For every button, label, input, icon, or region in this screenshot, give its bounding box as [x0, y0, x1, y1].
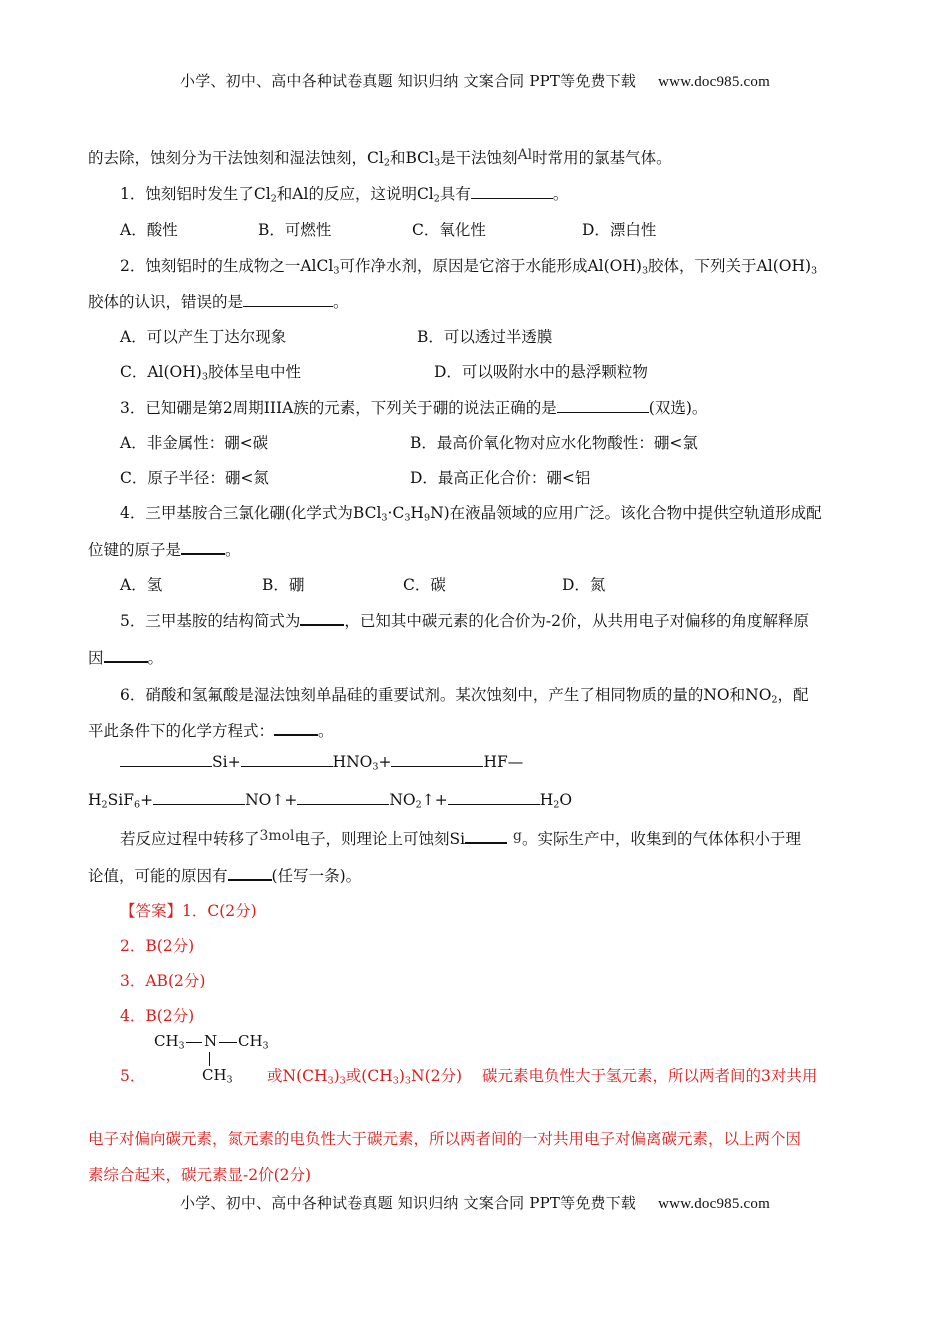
q3-option-c[interactable]: C．原子半径：硼<氮: [120, 469, 269, 487]
answer-blank[interactable]: [465, 842, 507, 844]
question-6-transfer: 若反应过程中转移了3mol电子，则理论上可蚀刻Si g。实际生产中，收集到的气体体积小于理: [120, 828, 801, 848]
answer-blank[interactable]: [243, 305, 333, 307]
q2-option-d[interactable]: D．可以吸附水中的悬浮颗粒物: [434, 363, 648, 381]
coef-blank[interactable]: [391, 765, 483, 767]
question-1: 1．蚀刻铝时发生了$Cl_2$和Al的反应，这说明$Cl_2$具有 。: [120, 185, 569, 205]
intro-line: 的去除，蚀刻分为干法蚀刻和湿法蚀刻，$Cl_2$和BCl$_3$是干法蚀刻Al时常用的氯基气体。: [88, 147, 672, 169]
answer-1: 【答案】1．C(2分): [120, 902, 257, 920]
q2-option-b[interactable]: B．可以透过半透膜: [417, 328, 553, 346]
trimethylamine-structure: $CH_3$ N $CH_3$ $CH_3$: [154, 1032, 269, 1086]
q2-option-c[interactable]: C．$Al(OH)_3$胶体呈电中性: [120, 363, 301, 383]
q4-option-d[interactable]: D．氮: [562, 576, 606, 594]
header-text: 小学、初中、高中各种试卷真题 知识归纳 文案合同 PPT等免费下载: [180, 72, 637, 90]
q3-option-b[interactable]: B．最高价氧化物对应水化物酸性：硼<氯: [410, 434, 698, 452]
answer-3: 3．AB(2分): [120, 972, 206, 990]
equation-line-1: $Si+ HNO_3+$ HF—: [120, 753, 523, 771]
answer-blank[interactable]: [300, 624, 344, 626]
answer-4: 4．B(2分): [120, 1007, 195, 1025]
q1-option-c[interactable]: C．氧化性: [412, 221, 486, 239]
answer-5-num: 5．: [120, 1067, 146, 1085]
answer-5-explain-cont: 电子对偏向碳元素，氮元素的电负性大于碳元素，所以两者间的一对共用电子对偏离碳元素，以上两个因: [88, 1130, 802, 1148]
q3-option-d[interactable]: D．最高正化合价：硼<铝: [410, 469, 591, 487]
coef-blank[interactable]: [120, 765, 212, 767]
answer-5-explain-end: 素综合起来，碳元素显-2价(2分): [88, 1166, 312, 1184]
q4-option-b[interactable]: B．硼: [262, 576, 305, 594]
answer-tag: 【答案】: [120, 902, 183, 920]
answer-blank[interactable]: [471, 197, 553, 199]
question-4: 4．三甲基胺合三氯化硼(化学式为$BCl_3\cdot C_3H_9N$)在液晶领域的应用广泛。该化合物中提供空轨道形成配: [120, 504, 822, 524]
answer-blank[interactable]: [104, 661, 148, 663]
question-6: 6．硝酸和氢氟酸是湿法蚀刻单晶硅的重要试剂。某次蚀刻中，产生了相同物质的量的NO和$NO_2$，配: [120, 686, 809, 706]
question-2-cont: 胶体的认识，错误的是 。: [88, 293, 349, 311]
coef-blank[interactable]: [448, 803, 540, 805]
q3-option-a[interactable]: A．非金属性：硼<碳: [120, 434, 269, 452]
footer-site[interactable]: www.doc985.com: [658, 1196, 770, 1212]
answer-blank[interactable]: [274, 734, 318, 736]
question-3: 3．已知硼是第2周期IIIA族的元素，下列关于硼的说法正确的是 (双选)。: [120, 399, 708, 417]
page-header: [0, 70, 950, 91]
answer-blank[interactable]: [228, 879, 272, 881]
answer-2: 2．B(2分): [120, 937, 195, 955]
q1-option-b[interactable]: B．可燃性: [258, 221, 332, 239]
footer-text: 小学、初中、高中各种试卷真题 知识归纳 文案合同 PPT等免费下载: [180, 1194, 637, 1212]
question-2: 2．蚀刻铝时的生成物之一AlCl$_3$可作净水剂，原因是它溶于水能形成$Al(OH)_3$胶体，下列关于$Al(OH)_3$: [120, 257, 818, 277]
question-5: 5．三甲基胺的结构简式为 ，已知其中碳元素的化合价为-2价，从共用电子对偏移的角度解释原: [120, 612, 809, 630]
answer-5-formula: 或$N(CH_3)_3$或$(CH_3)_3N(2$分): [267, 1067, 463, 1087]
coef-blank[interactable]: [297, 803, 389, 805]
question-6-reason: 论值，可能的原因有 (任写一条)。: [88, 867, 362, 885]
equation-line-2: $H_2SiF_6+$ NO↑+ $NO_2↑+ H_2O$: [88, 791, 573, 811]
q2-option-a[interactable]: A．可以产生丁达尔现象: [120, 328, 287, 346]
answer-blank[interactable]: [557, 411, 649, 413]
question-4-cont: 位键的原子是 。: [88, 541, 241, 559]
q1-option-a[interactable]: A．酸性: [120, 221, 178, 239]
q4-option-a[interactable]: A．氢: [120, 576, 163, 594]
question-5-cont: 因 。: [88, 649, 164, 667]
q4-option-c[interactable]: C．碳: [403, 576, 446, 594]
question-6-cont: 平此条件下的化学方程式： 。: [88, 722, 334, 740]
coef-blank[interactable]: [241, 765, 333, 767]
q1-option-d[interactable]: D．漂白性: [582, 221, 657, 239]
header-site[interactable]: www.doc985.com: [658, 74, 770, 90]
coef-blank[interactable]: [153, 803, 245, 805]
page-footer: [0, 1192, 950, 1213]
answer-5-explain: 碳元素电负性大于氢元素，所以两者间的3对共用: [482, 1067, 818, 1085]
answer-blank[interactable]: [181, 553, 225, 555]
